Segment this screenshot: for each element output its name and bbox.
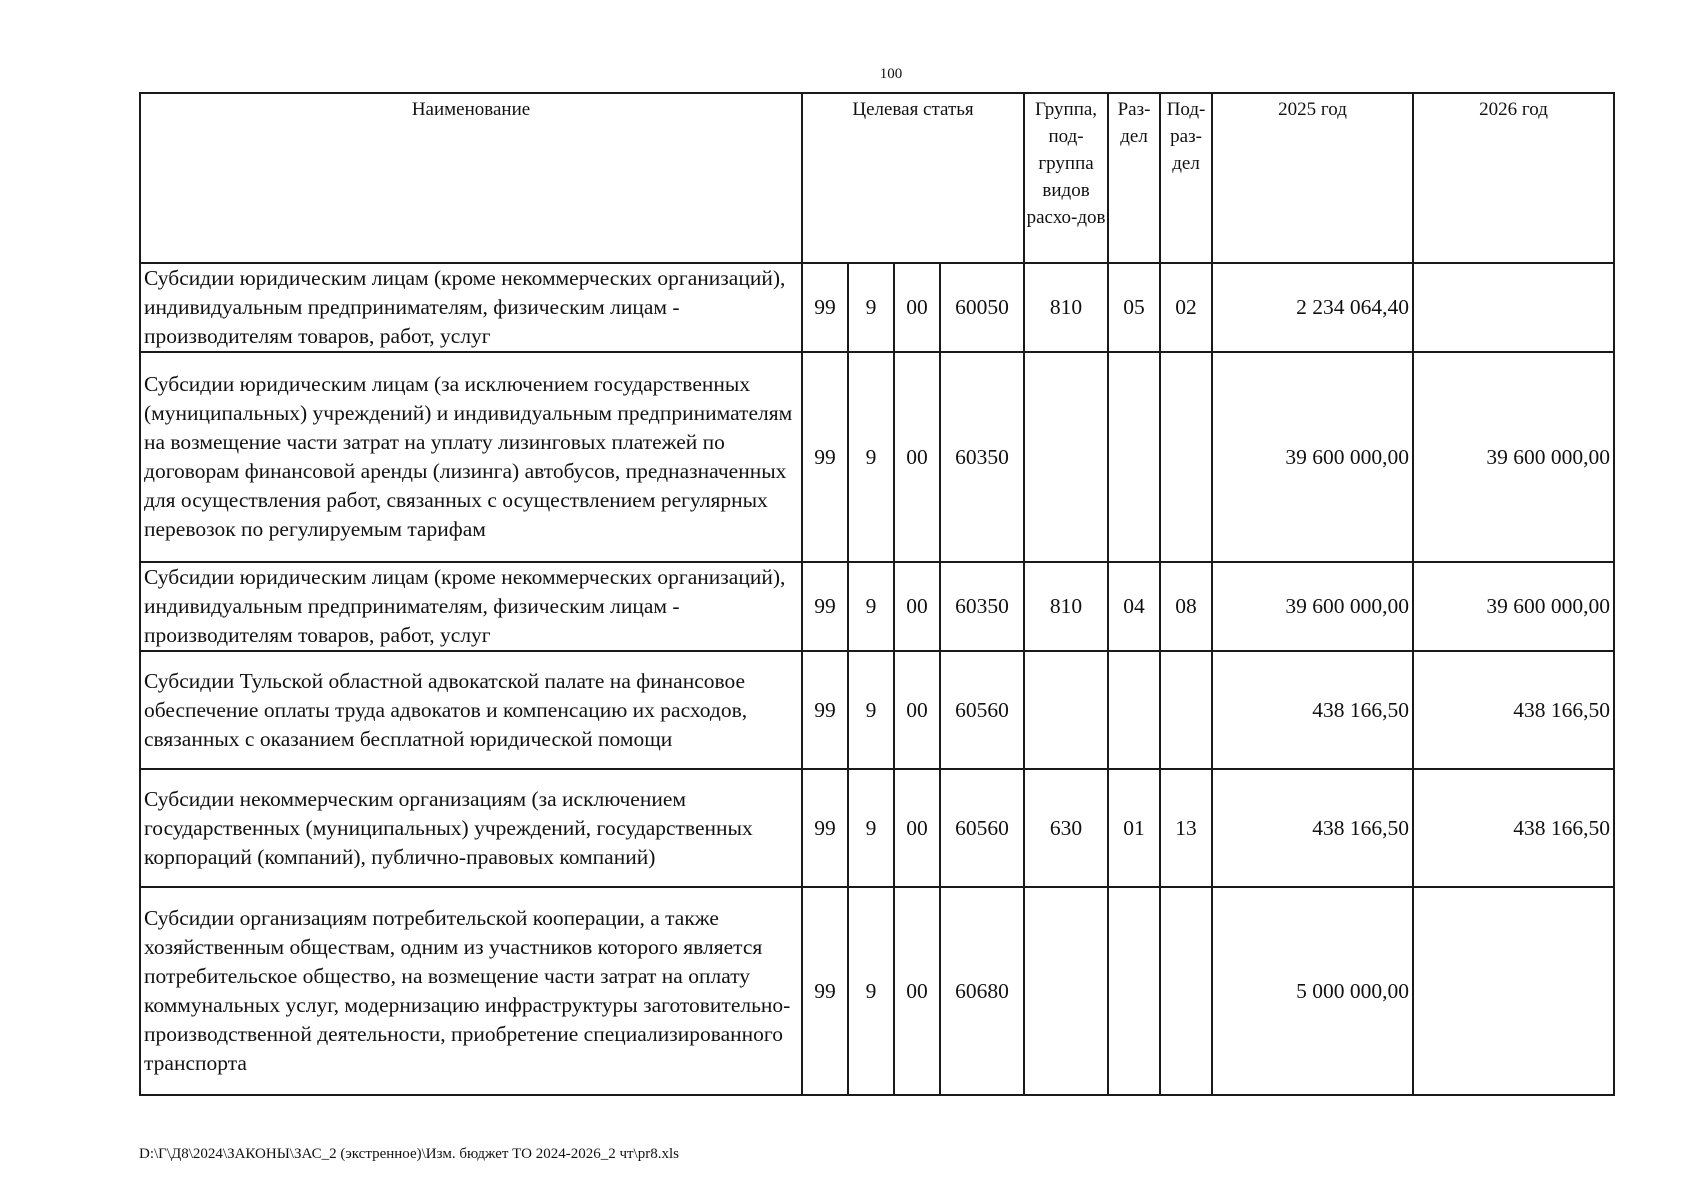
row-section: 01 <box>1108 769 1160 887</box>
row-code-1: 99 <box>802 352 848 562</box>
row-code-1: 99 <box>802 263 848 352</box>
row-subsection <box>1160 887 1212 1095</box>
row-amount-2026: 438 166,50 <box>1413 651 1614 769</box>
row-name: Субсидии юридическим лицам (кроме некоммерческих организаций), индивидуальным предпринимателям, физическим лицам - производителям товаров, работ, услуг <box>140 263 802 352</box>
row-amount-2026: 39 600 000,00 <box>1413 352 1614 562</box>
row-section <box>1108 887 1160 1095</box>
row-amount-2025: 5 000 000,00 <box>1212 887 1413 1095</box>
page-number: 100 <box>879 66 903 82</box>
table-row <box>140 562 1614 651</box>
row-expense-group: 810 <box>1024 263 1108 352</box>
row-expense-group <box>1024 887 1108 1095</box>
budget-table <box>139 92 1615 1096</box>
table-row <box>140 887 1614 1095</box>
row-code-1: 99 <box>802 562 848 651</box>
row-name: Субсидии Тульской областной адвокатской палате на финансовое обеспечение оплаты труда адвокатов и компенсацию их расходов, связанных с оказанием бесплатной юридической помощи <box>140 651 802 769</box>
header-section: Раз-дел <box>1108 93 1160 263</box>
row-code-2: 9 <box>848 352 894 562</box>
table-header-row <box>140 93 1614 263</box>
row-code-2: 9 <box>848 769 894 887</box>
table-row <box>140 769 1614 887</box>
header-subsection: Под-раз-дел <box>1160 93 1212 263</box>
header-name: Наименование <box>140 93 802 263</box>
row-code-4: 60560 <box>940 651 1024 769</box>
row-section <box>1108 352 1160 562</box>
row-code-1: 99 <box>802 651 848 769</box>
row-code-1: 99 <box>802 887 848 1095</box>
header-expense-group: Группа, под-группа видов расхо-дов <box>1024 93 1108 263</box>
row-expense-group: 630 <box>1024 769 1108 887</box>
row-amount-2025: 39 600 000,00 <box>1212 562 1413 651</box>
row-section: 05 <box>1108 263 1160 352</box>
row-code-4: 60050 <box>940 263 1024 352</box>
header-year-2026: 2026 год <box>1413 93 1614 263</box>
row-section <box>1108 651 1160 769</box>
row-code-3: 00 <box>894 352 940 562</box>
row-code-4: 60350 <box>940 562 1024 651</box>
row-expense-group: 810 <box>1024 562 1108 651</box>
row-subsection: 08 <box>1160 562 1212 651</box>
header-target-article: Целевая статья <box>802 93 1024 263</box>
row-code-2: 9 <box>848 887 894 1095</box>
row-subsection: 02 <box>1160 263 1212 352</box>
row-name: Субсидии юридическим лицам (за исключением государственных (муниципальных) учреждений) и индивидуальным предпринимателям на возмещение части затрат на уплату лизинговых платежей по договорам финансовой аренды (лизинга) автобусов, предназначенных для осуществления работ, связанных с осуществлением регулярных перевозок по регулируемым тарифам <box>140 352 802 562</box>
row-code-3: 00 <box>894 562 940 651</box>
row-code-4: 60680 <box>940 887 1024 1095</box>
row-subsection <box>1160 651 1212 769</box>
row-code-4: 60350 <box>940 352 1024 562</box>
row-code-2: 9 <box>848 562 894 651</box>
row-subsection <box>1160 352 1212 562</box>
row-amount-2026 <box>1413 887 1614 1095</box>
row-name: Субсидии организациям потребительской кооперации, а также хозяйственным обществам, одним из участников которого является потребительское общество, на возмещение части затрат на оплату коммунальных услуг, модернизацию инфраструктуры заготовительно-производственной деятельности, приобретение специализированного транспорта <box>140 887 802 1095</box>
row-code-3: 00 <box>894 651 940 769</box>
row-code-3: 00 <box>894 263 940 352</box>
row-amount-2026: 39 600 000,00 <box>1413 562 1614 651</box>
row-expense-group <box>1024 651 1108 769</box>
row-name: Субсидии некоммерческим организациям (за исключением государственных (муниципальных) учреждений, государственных корпораций (компаний), публично-правовых компаний) <box>140 769 802 887</box>
file-path-footer: D:\Г\Д8\2024\ЗАКОНЫ\ЗАС_2 (экстренное)\Изм. бюджет ТО 2024-2026_2 чт\pr8.xls <box>139 1146 679 1162</box>
row-section: 04 <box>1108 562 1160 651</box>
row-code-3: 00 <box>894 769 940 887</box>
row-amount-2025: 39 600 000,00 <box>1212 352 1413 562</box>
row-code-2: 9 <box>848 263 894 352</box>
row-code-2: 9 <box>848 651 894 769</box>
table-row <box>140 651 1614 769</box>
row-code-4: 60560 <box>940 769 1024 887</box>
row-expense-group <box>1024 352 1108 562</box>
row-name: Субсидии юридическим лицам (кроме некоммерческих организаций), индивидуальным предпринимателям, физическим лицам - производителям товаров, работ, услуг <box>140 562 802 651</box>
header-year-2025: 2025 год <box>1212 93 1413 263</box>
row-amount-2025: 438 166,50 <box>1212 651 1413 769</box>
row-amount-2026: 438 166,50 <box>1413 769 1614 887</box>
row-subsection: 13 <box>1160 769 1212 887</box>
table-row <box>140 263 1614 352</box>
row-amount-2025: 438 166,50 <box>1212 769 1413 887</box>
row-code-1: 99 <box>802 769 848 887</box>
table-row <box>140 352 1614 562</box>
row-code-3: 00 <box>894 887 940 1095</box>
row-amount-2026 <box>1413 263 1614 352</box>
row-amount-2025: 2 234 064,40 <box>1212 263 1413 352</box>
